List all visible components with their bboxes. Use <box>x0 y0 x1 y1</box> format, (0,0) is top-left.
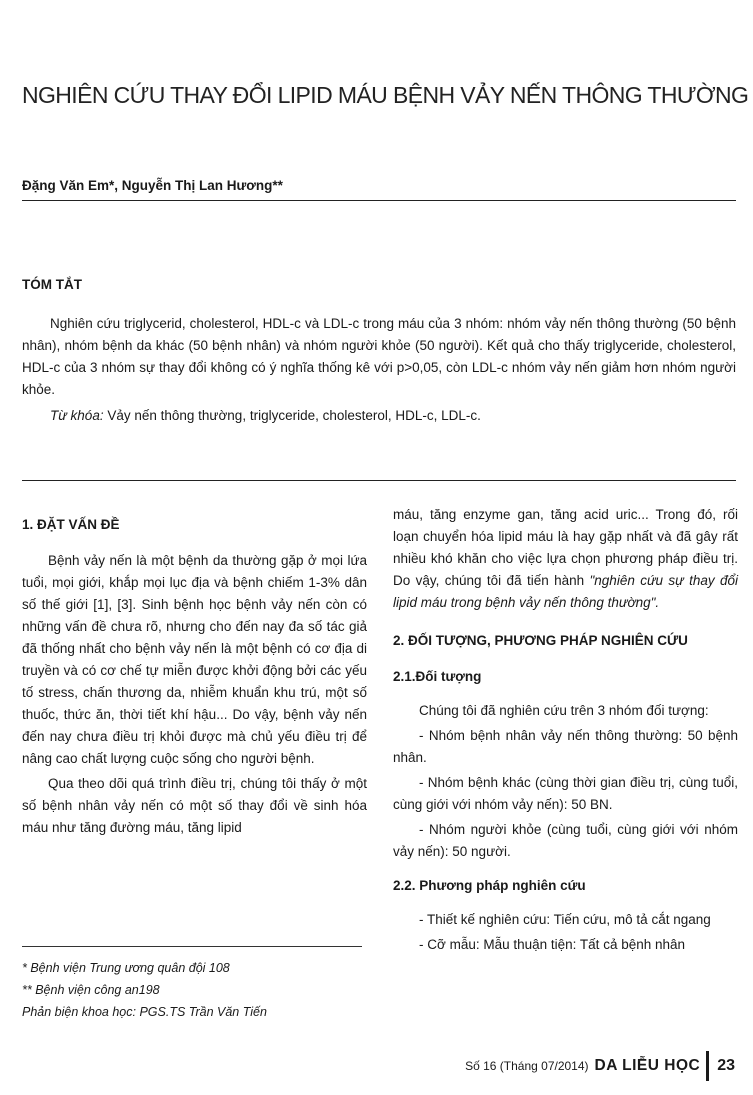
abstract-block <box>22 313 736 431</box>
page-footer <box>465 1052 735 1080</box>
intro-paragraph-3-text: máu, tăng enzyme gan, tăng acid uric... Trong đó, rối loạn chuyển hóa lipid máu là hay gặp nhất và đã gây rất nhiều khó khăn cho việc lựa chọn phương pháp điều trị. Do vậy, chúng tôi đã tiến hành <box>393 507 738 588</box>
intro-paragraph-3-italic: "nghiên cứu sự thay đổi lipid máu trong bệnh vảy nến thông thường". <box>393 573 738 610</box>
abstract-heading: TÓM TẮT <box>22 277 82 292</box>
method-item-1: - Thiết kế nghiên cứu: Tiến cứu, mô tả cắt ngang <box>419 912 711 927</box>
subjects-intro: Chúng tôi đã nghiên cứu trên 3 nhóm đối tượng: <box>419 703 709 718</box>
issue-label: Số 16 (Tháng 07/2014) <box>465 1059 589 1073</box>
journal-name: DA LIỄU HỌC <box>594 1057 701 1074</box>
left-column <box>22 504 367 842</box>
intro-paragraph-2: Qua theo dõi quá trình điều trị, chúng tôi thấy ở một số bệnh nhân vảy nến có một số thay đổi về sinh hóa máu như tăng đường máu, tăng lipid <box>22 776 367 835</box>
subject-group-3: - Nhóm người khỏe (cùng tuổi, cùng giới với nhóm vảy nến): 50 người. <box>393 822 738 859</box>
footnote-affiliation-1: * Bệnh viện Trung ương quân đội 108 <box>22 961 230 975</box>
section-2-heading: 2. ĐỐI TƯỢNG, PHƯƠNG PHÁP NGHIÊN CỨU <box>393 633 688 648</box>
keywords-label: Từ khóa: <box>50 408 104 423</box>
footnotes <box>22 957 367 1023</box>
intro-paragraph-1: Bệnh vảy nến là một bệnh da thường gặp ở mọi lứa tuổi, mọi giới, khắp mọi lục địa và bệnh chiếm 1-3% dân số thế giới [1], [3]. Sinh bệnh học bệnh vảy nến còn có những vấn đề chưa rõ, nhưng cho đến nay đa số tác giả đã thống nhất cho bệnh vảy nến là một bệnh có cơ địa di truyền và có cơ chế tự miễn được khởi động bởi các yếu tố stress, chấn thương da, nhiễm khuẩn khu trú, một số thuốc, thức ăn, thời tiết khí hậu... Do vậy, bệnh vảy nến đến nay chưa điều trị khỏi được mà chủ yếu điều trị để nâng cao chất lượng cuộc sống cho người bệnh. <box>22 553 367 766</box>
article-title: NGHIÊN CỨU THAY ĐỔI LIPID MÁU BỆNH VẢY NẾN THÔNG THƯỜNG <box>22 82 749 108</box>
footnote-affiliation-2: ** Bệnh viện công an198 <box>22 983 160 997</box>
section-1-heading: 1. ĐẶT VẤN ĐỀ <box>22 517 120 532</box>
intro-paragraph-3 <box>393 504 738 614</box>
subsection-2-2-heading: 2.2. Phương pháp nghiên cứu <box>393 878 586 893</box>
keywords-text: Vảy nến thông thường, triglyceride, cholesterol, HDL-c, LDL-c. <box>103 408 481 423</box>
abstract-text: Nghiên cứu triglycerid, cholesterol, HDL-c và LDL-c trong máu của 3 nhóm: nhóm vảy nến thông thường (50 bệnh nhân), nhóm bệnh da khác (50 bệnh nhân) và nhóm người khỏe (50 người). Kết quả cho thấy triglyceride, cholesterol, HDL-c của 3 nhóm sự thay đổi không có ý nghĩa thống kê với p>0,05, còn LDL-c nhóm vảy nến giảm hơn nhóm người khỏe. <box>22 316 736 397</box>
author-list: Đặng Văn Em*, Nguyễn Thị Lan Hương** <box>22 178 283 193</box>
footnote-divider <box>22 946 362 947</box>
subject-group-1: - Nhóm bệnh nhân vảy nến thông thường: 50 bệnh nhân. <box>393 728 738 765</box>
subsection-2-1-heading: 2.1.Đối tượng <box>393 669 482 684</box>
method-item-2: - Cỡ mẫu: Mẫu thuận tiện: Tất cả bệnh nhân <box>419 937 686 952</box>
footnote-reviewer: Phản biện khoa học: PGS.TS Trần Văn Tiến <box>22 1005 267 1019</box>
abstract-divider <box>22 480 736 481</box>
keywords-line <box>22 405 736 427</box>
footer-separator <box>706 1051 709 1081</box>
header-divider <box>22 200 736 201</box>
subject-group-2: - Nhóm bệnh khác (cùng thời gian điều trị, cùng tuổi, cùng giới với nhóm vảy nến): 50 BN. <box>393 775 738 812</box>
right-column <box>393 504 738 959</box>
page-number: 23 <box>717 1057 735 1074</box>
